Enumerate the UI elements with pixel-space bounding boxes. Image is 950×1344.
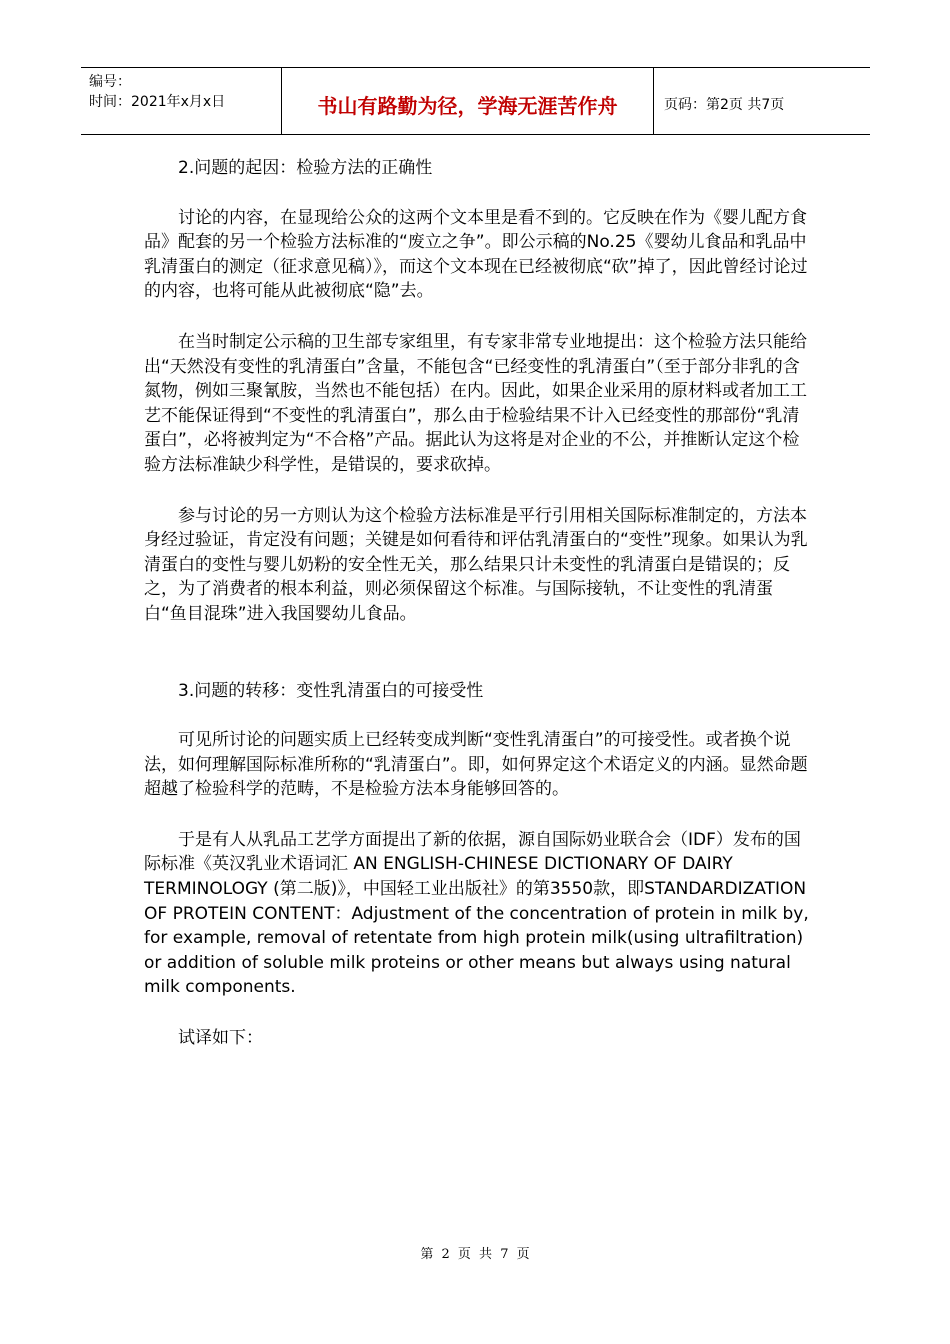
paragraph-5: 于是有人从乳品工艺学方面提出了新的依据，源自国际奶业联合会（IDF）发布的国际标准《英汉乳业术语词汇 AN ENGLISH-CHINESE DICTIONARY OF DAIRY TERMINOLOGY (第二版)》，中国轻工业出版社》的第3550款，即STANDARDIZATION OF PROTEIN CONTENT：Adjustment of the concentration of protein in milk by, for example, removal of retentate from high protein milk(using ultrafiltration) or addition of soluble milk proteins or other means but always using natural milk components. bbox=[144, 829, 809, 998]
document-body bbox=[144, 156, 814, 1077]
section-heading-2: 2.问题的起因：检验方法的正确性 bbox=[178, 158, 433, 178]
serial-number-label: 编号： bbox=[89, 74, 131, 90]
date-label: 时间：2021年x月x日 bbox=[89, 94, 226, 110]
paragraph-6: 试译如下： bbox=[178, 1028, 263, 1049]
page-footer: 第 2 页 共 7 页 bbox=[420, 1247, 530, 1262]
paragraph-3: 参与讨论的另一方则认为这个检验方法标准是平行引用相关国际标准制定的，方法本身经过验证，肯定没有问题；关键是如何看待和评估乳清蛋白的“变性”现象。如果认为乳清蛋白的变性与婴儿奶粉的安全性无关，那么结果只计未变性的乳清蛋白是错误的；反之，为了消费者的根本利益，则必须保留这个标准。与国际接轨，不让变性的乳清蛋白“鱼目混珠”进入我国婴幼儿食品。 bbox=[144, 505, 808, 624]
paragraph-4: 可见所讨论的问题实质上已经转变成判断“变性乳清蛋白”的可接受性。或者换个说法，如何理解国际标准所称的“乳清蛋白”。即，如何界定这个术语定义的内涵。显然命题超越了检验科学的范畴，不是检验方法本身能够回答的。 bbox=[144, 730, 808, 800]
paragraph-2: 在当时制定公示稿的卫生部专家组里，有专家非常专业地提出：这个检验方法只能给出“天然没有变性的乳清蛋白”含量，不能包含“已经变性的乳清蛋白”（至于部分非乳的含氮物，例如三聚氰胺，当然也不能包括）在内。因此，如果企业采用的原材料或者加工工艺不能保证得到“不变性的乳清蛋白”，那么由于检验结果不计入已经变性的那部份“乳清蛋白”，必将被判定为“不合格”产品。据此认为这将是对企业的不公，并推断认定这个检验方法标准缺少科学性，是错误的，要求砍掉。 bbox=[144, 331, 807, 475]
header-motto: 书山有路勤为径，学海无涯苦作舟 bbox=[282, 68, 654, 134]
header-meta-cell bbox=[81, 68, 282, 134]
paragraph-1: 讨论的内容，在显现给公众的这两个文本里是看不到的。它反映在作为《婴儿配方食品》配套的另一个检验方法标准的“废立之争”。即公示稿的No.25《婴幼儿食品和乳品中乳清蛋白的测定（征求意见稿）》，而这个文本现在已经被彻底“砍”掉了，因此曾经讨论过的内容，也将可能从此被彻底“隐”去。 bbox=[144, 207, 808, 302]
page-header bbox=[81, 67, 870, 135]
section-heading-3: 3.问题的转移：变性乳清蛋白的可接受性 bbox=[178, 680, 484, 701]
header-page-number: 页码：第2页 共7页 bbox=[664, 97, 785, 113]
